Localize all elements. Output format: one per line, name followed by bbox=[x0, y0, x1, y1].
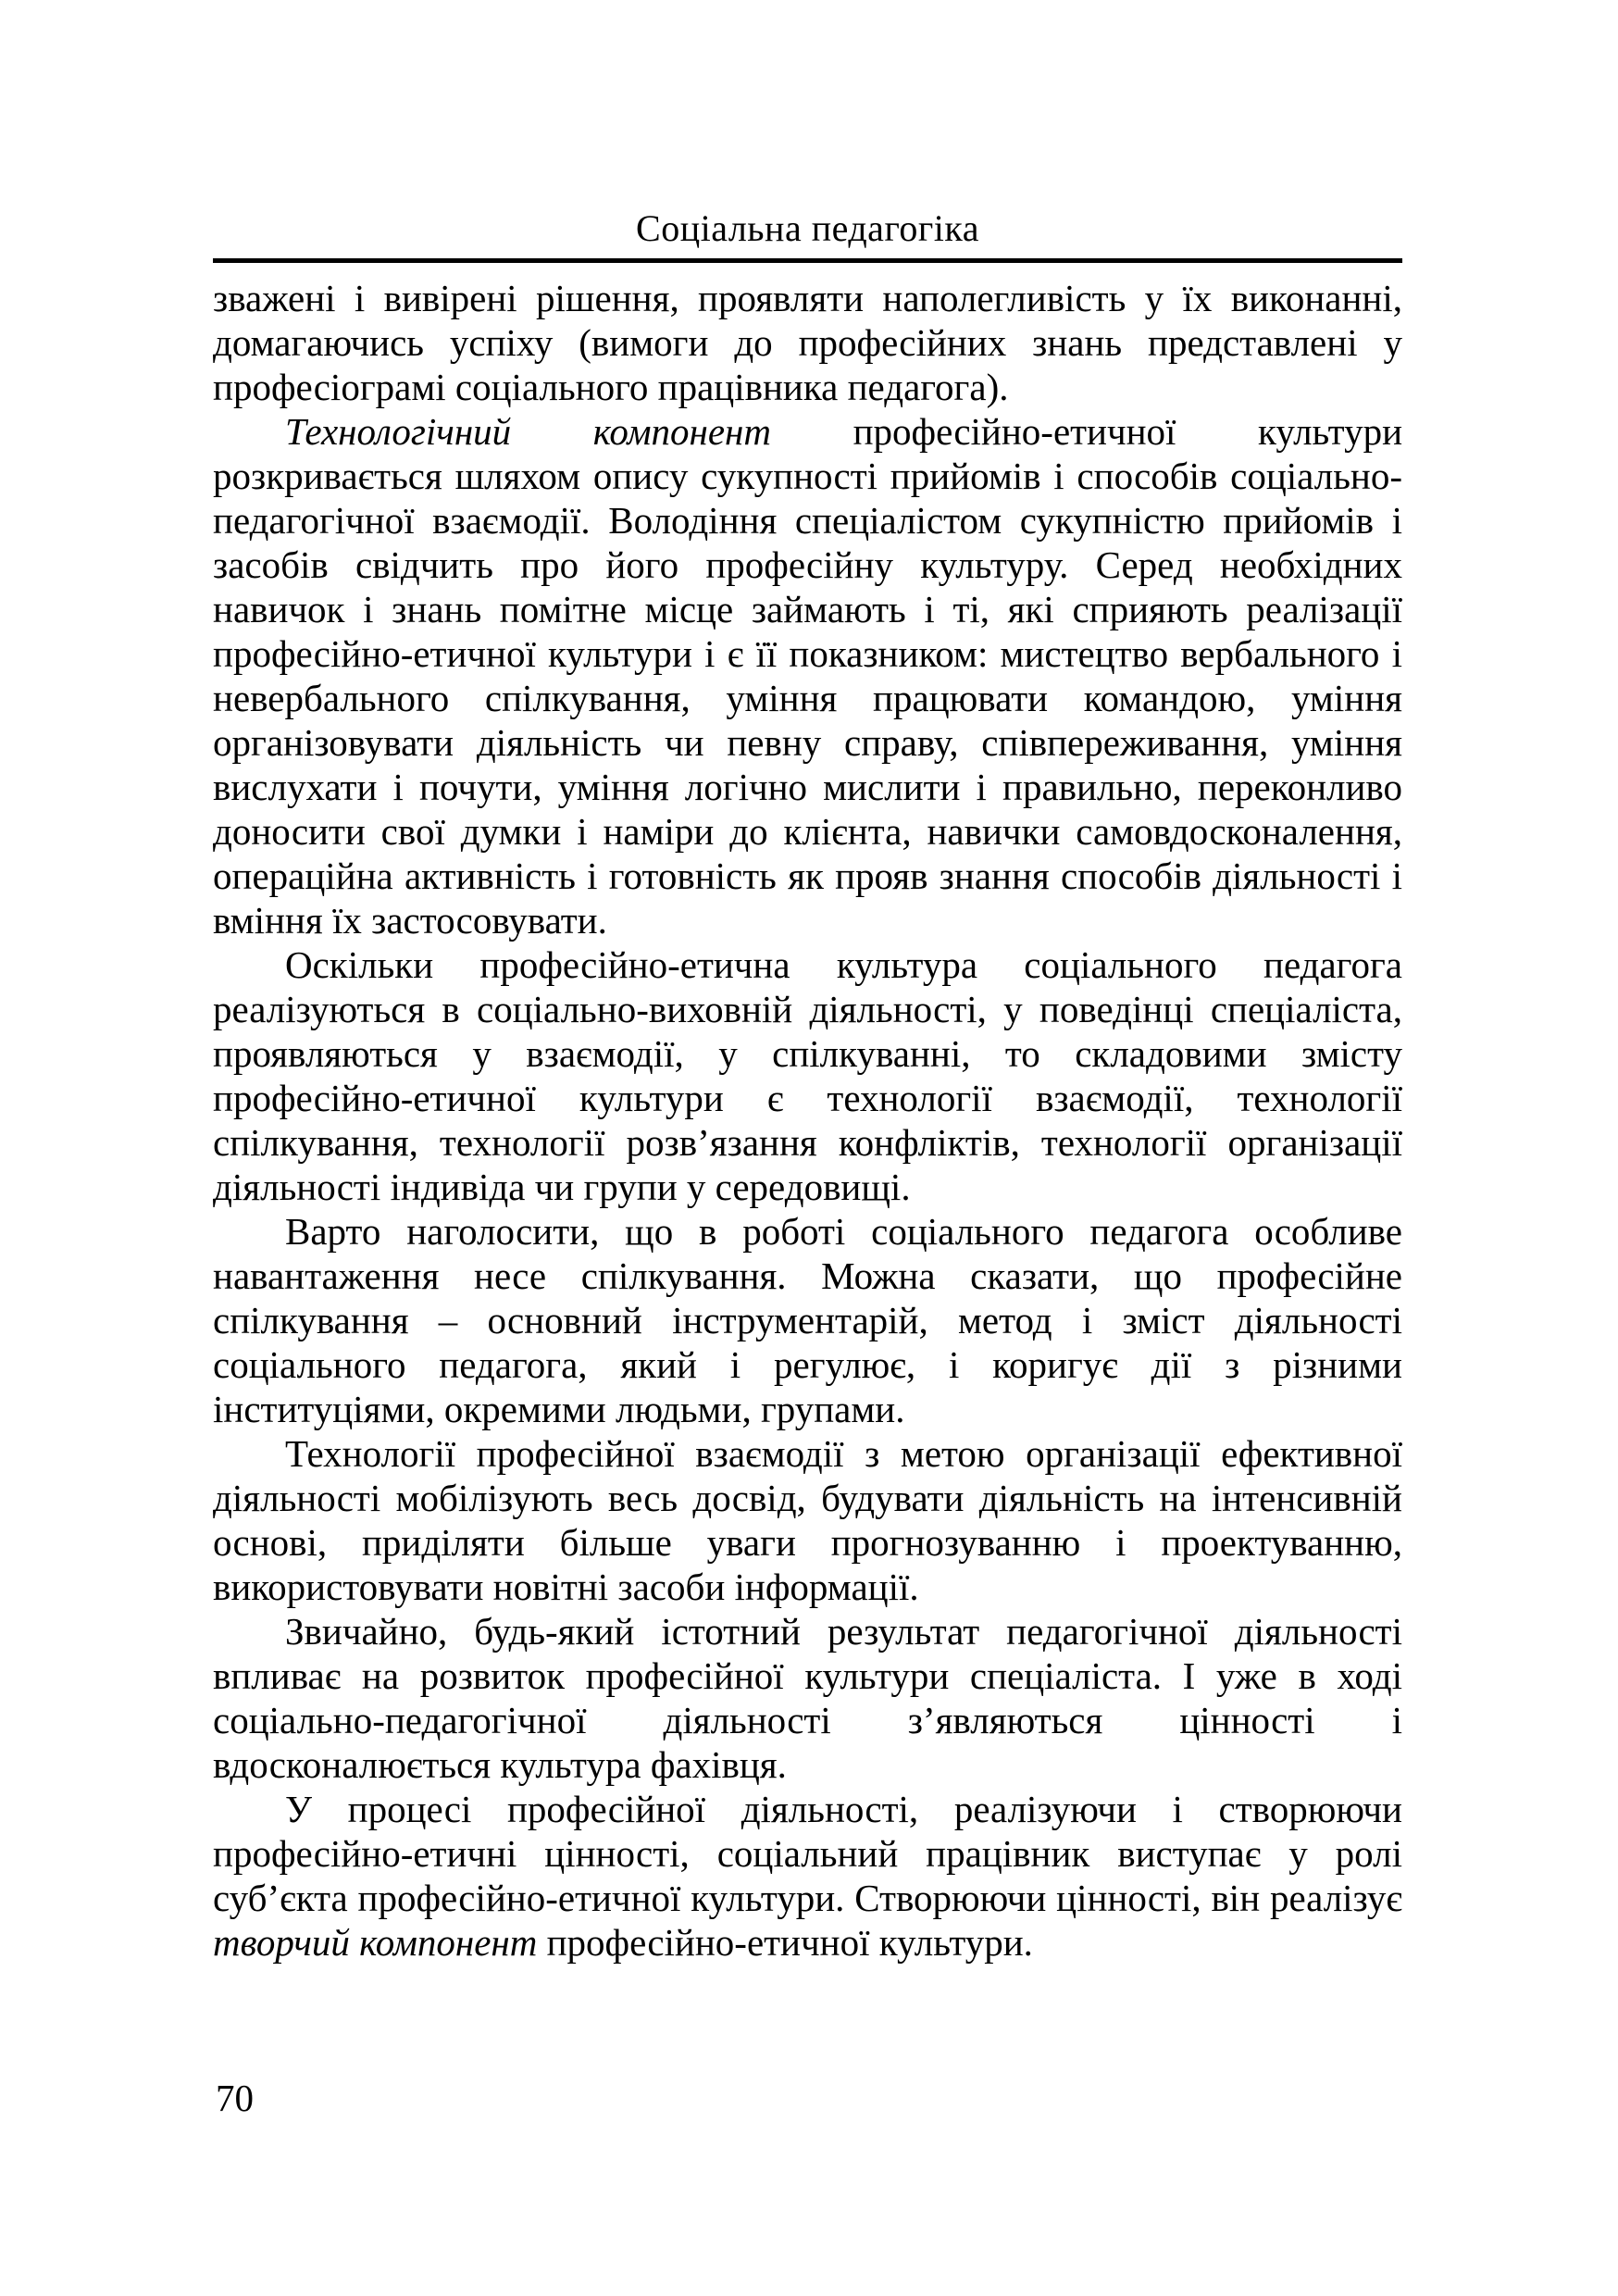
paragraph-text: зважені і вивірені рішення, проявляти наполегливість у їх виконанні, домагаючись успіху (вимоги до професійних знань представлені у професіограмі соціального працівника педагога). bbox=[213, 277, 1402, 408]
running-header: Соціальна педагогіка bbox=[636, 207, 979, 249]
paragraph bbox=[213, 942, 1402, 1209]
paragraph bbox=[213, 1609, 1402, 1787]
paragraph bbox=[213, 409, 1402, 942]
paragraph-text: Варто наголосити, що в роботі соціального педагога особливе навантаження несе спілкування. Можна сказати, що професійне спілкування – основний інструментарій, метод і зміст діяльності соціального педагога, який і регулює, і коригує дії з різними інституціями, окремими людьми, групами. bbox=[213, 1210, 1402, 1430]
paragraph-text: професійно-етичної культури. bbox=[537, 1921, 1033, 1964]
page-body bbox=[213, 276, 1402, 1965]
paragraph-text: Звичайно, будь-який істотний результат педагогічної діяльності впливає на розвиток професійної культури спеціаліста. І уже в ході соціально-педагогічної діяльності з’являються цінності і вдосконалюється культура фахівця. bbox=[213, 1610, 1402, 1786]
paragraph bbox=[213, 1209, 1402, 1431]
paragraph-italic-run: творчий компонент bbox=[213, 1921, 538, 1964]
paragraph-text: У процесі професійної діяльності, реалізуючи і створюючи професійно-етичні цінності, соціальний працівник виступає у ролі суб’єкта професійно-етичної культури. Створюючи цінності, він реалізує bbox=[213, 1788, 1402, 1919]
paragraph bbox=[213, 1431, 1402, 1609]
page-number: 70 bbox=[216, 2077, 254, 2119]
paragraph bbox=[213, 276, 1402, 409]
paragraph-text: Оскільки професійно-етична культура соціального педагога реалізуються в соціально-виховній діяльності, у поведінці спеціаліста, проявляються у взаємодії, у спілкуванні, то складовими змісту професійно-етичної культури є технології взаємодії, технології спілкування, технології розв’язання конфліктів, технології організації діяльності індивіда чи групи у середовищі. bbox=[213, 943, 1402, 1208]
paragraph-italic-run: Технологічний компонент bbox=[285, 410, 771, 453]
paragraph-text: професійно-етичної культури розкривається шляхом опису сукупності прийомів і способів соціально-педагогічної взаємодії. Володіння спеціалістом сукупністю прийомів і засобів свідчить про його професійну культуру. Серед необхідних навичок і знань помітне місце займають і ті, які сприяють реалізації професійно-етичної культури і є її показником: мистецтво вербального і невербального спілкування, уміння працювати командою, уміння організовувати діяльність чи певну справу, співпереживання, уміння вислухати і почути, уміння логічно мислити і правильно, переконливо доносити свої думки і наміри до клієнта, навички самовдосконалення, операційна активність і готовність як прояв знання способів діяльності і вміння їх застосовувати. bbox=[213, 410, 1403, 942]
paragraph bbox=[213, 1787, 1402, 1965]
text-column bbox=[213, 207, 1402, 1965]
header-rule bbox=[213, 258, 1402, 263]
paragraph-text: Технології професійної взаємодії з метою організації ефективної діяльності мобілізують весь досвід, будувати діяльність на інтенсивній основі, приділяти більше уваги прогнозуванню і проектуванню, використовувати новітні засоби інформації. bbox=[213, 1432, 1402, 1608]
